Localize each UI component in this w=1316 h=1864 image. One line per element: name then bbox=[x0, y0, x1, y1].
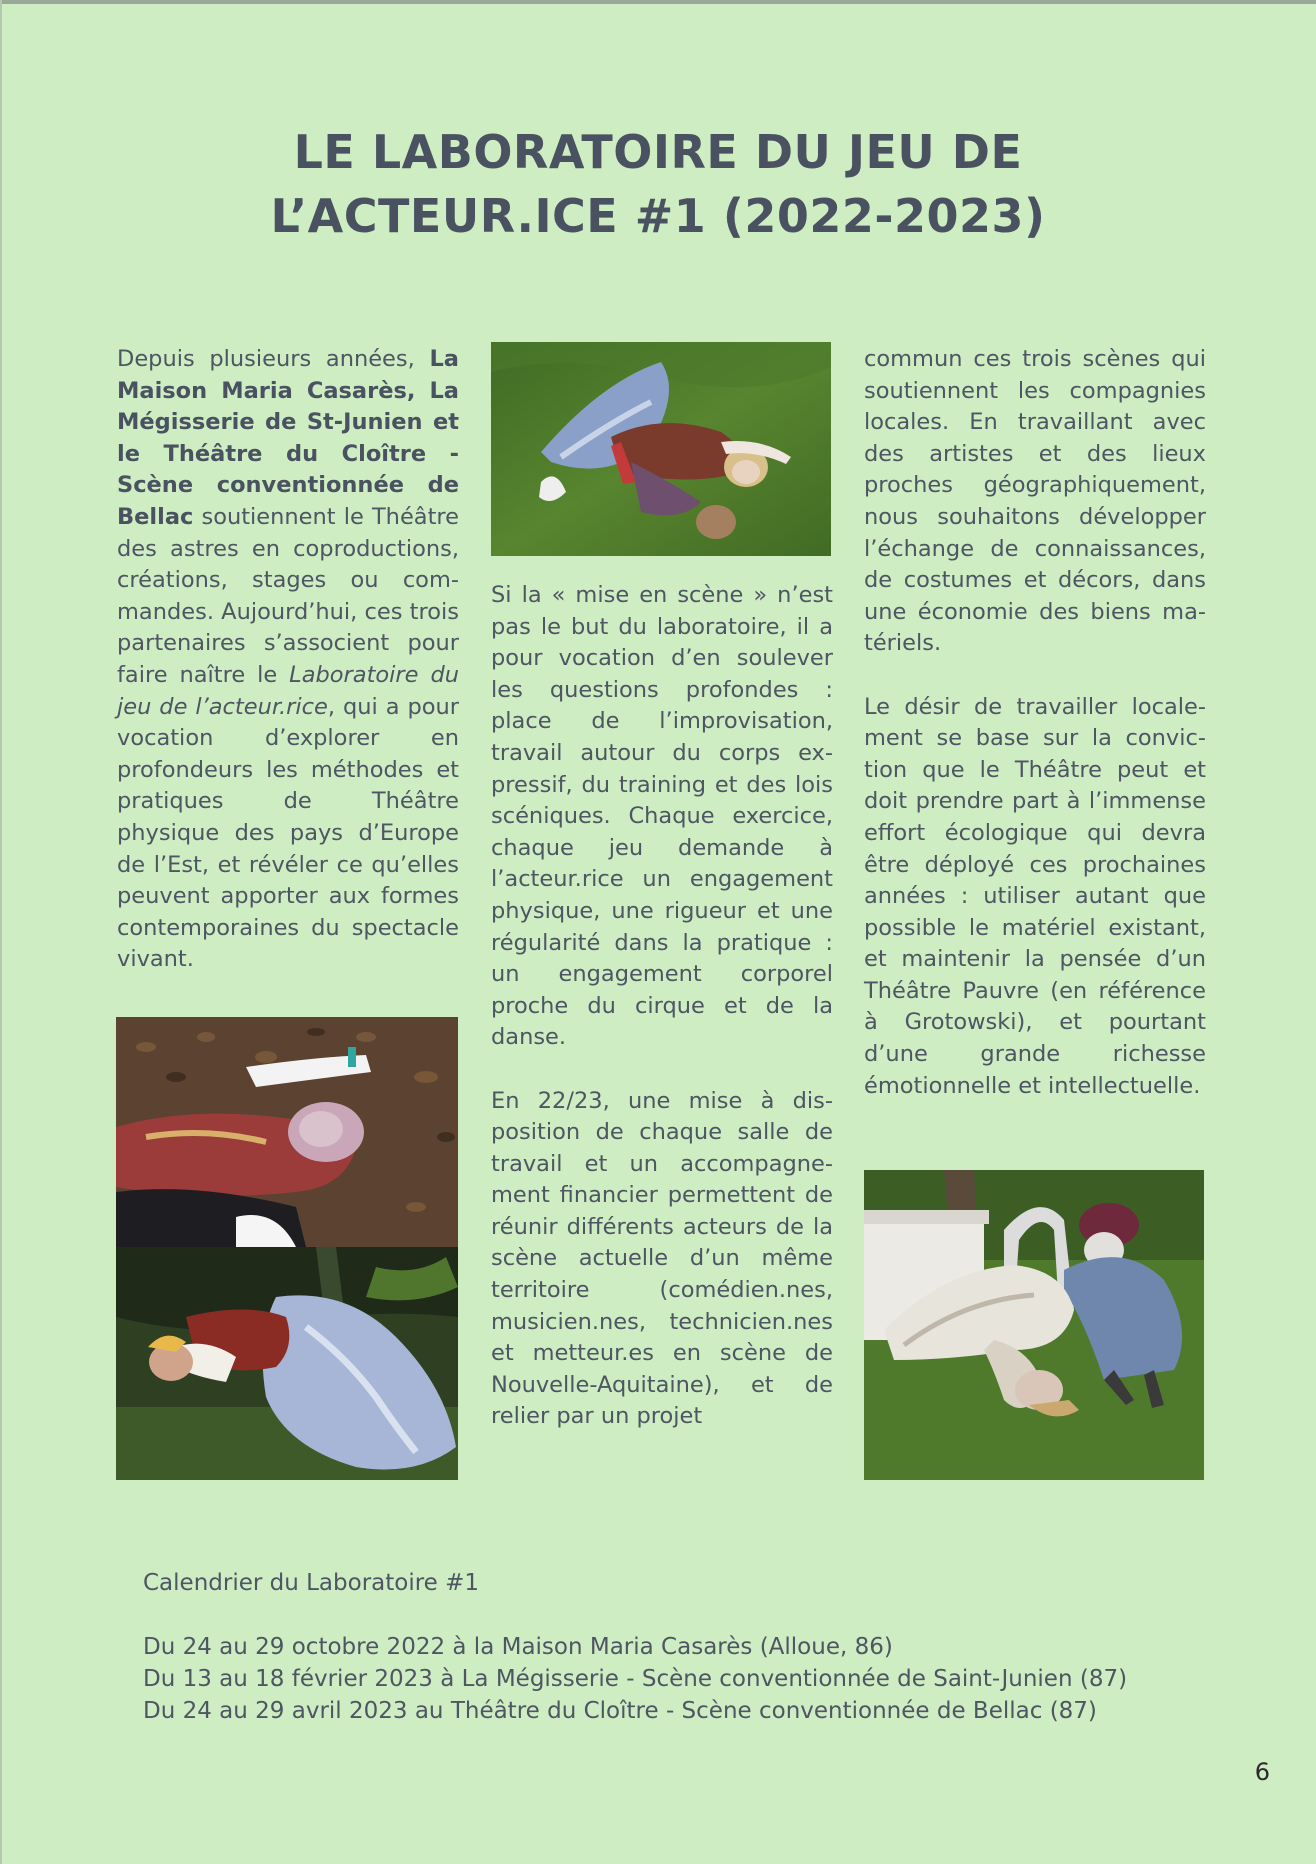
page-left-border bbox=[0, 0, 2, 1864]
page-number: 6 bbox=[1254, 1758, 1270, 1786]
column-2 bbox=[491, 580, 833, 1433]
intro-paragraph bbox=[117, 344, 459, 976]
page-title bbox=[0, 120, 1316, 248]
title-line-1: LE LABORATOIRE DU JEU DE bbox=[293, 125, 1023, 179]
photo-actor-in-leaves bbox=[116, 1017, 458, 1247]
calendar-date-3: Du 24 au 29 avril 2023 au Théâtre du Cloître - Scène conventionnée de Bellac (87) bbox=[143, 1698, 1097, 1724]
photo-actor-with-blue-fabric bbox=[116, 1247, 458, 1480]
page-top-border bbox=[0, 0, 1316, 4]
paragraph-partners-common: commun ces trois scènes qui soutiennent les compagnies locales. En travaillant avec des artistes et des lieux proches géographiquement, nous souhaitons développer l’échange de connaissances, de costumes et décors, dans une économie des biens matériels. bbox=[864, 346, 1206, 657]
calendar-heading: Calendrier du Laboratoire #1 bbox=[143, 1570, 480, 1596]
paragraph-mise-en-scene: Si la « mise en scène » n’est pas le but du laboratoire, il a pour vocation d’en soulever les questions profondes : place de l’improvisation, travail autour du corps expressif, du training et des lois scéniques. Chaque exercice, chaque jeu demande à l’acteur.rice un engagement physique, une rigueur et une régularité dans la pratique : un engagement corporel proche du cirque et de la danse. bbox=[491, 582, 833, 1051]
calendar-date-2: Du 13 au 18 février 2023 à La Mégisserie - Scène conventionnée de Saint-Junien (87) bbox=[143, 1666, 1128, 1692]
intro-text-1: soutiennent le Théâtre des astres en coproductions, créations, stages ou commandes. Aujourd’hui, ces trois partenaires s’associent pour faire naître le bbox=[117, 503, 459, 688]
title-line-2: L’ACTEUR.ICE #1 (2022-2023) bbox=[270, 189, 1046, 243]
calendar-date-1: Du 24 au 29 octobre 2022 à la Maison Maria Casarès (Alloue, 86) bbox=[143, 1634, 893, 1660]
laboratory-name: Laboratoire du jeu de l’acteur.rice bbox=[117, 661, 459, 720]
photo-actors-on-grass bbox=[491, 342, 831, 556]
photo-actors-in-garden bbox=[864, 1170, 1204, 1480]
intro-text-2: , qui a pour vocation d’explorer en profondeurs les méthodes et pratiques de Théâtre physique des pays d’Europe de l’Est, et révéler ce qu’elles peuvent apporter aux formes contemporaines du spectacle vivant. bbox=[117, 693, 460, 973]
partners-names: La Maison Maria Casarès, La Mégisserie de St-Junien et le Théâtre du Cloître - Scène conventionnée de Bellac bbox=[117, 346, 459, 530]
column-3 bbox=[864, 344, 1206, 1102]
paragraph-2022-2023: En 22/23, une mise à disposition de chaque salle de travail et un accompagnement financier permettent de réunir différents acteurs de la scène actuelle d’un même territoire (comédien.nes, musicien.nes, technicien.nes et metteur.es en scène de Nouvelle-Aquitaine), et de relier par un projet bbox=[491, 1087, 833, 1430]
intro-lead: Depuis plusieurs années, bbox=[117, 346, 430, 372]
paragraph-local-work: Le désir de travailler localement se base sur la conviction que le Théâtre peut et doit prendre part à l’immense effort écologique qui devra être déployé ces prochaines années : utiliser autant que possible le matériel existant, et maintenir la pensée d’un Théâtre Pauvre (en référence à Grotowski), et pourtant d’une grande richesse émotionnelle et intellectuelle. bbox=[864, 693, 1206, 1099]
column-1 bbox=[117, 344, 459, 976]
calendar-section bbox=[143, 1567, 1243, 1727]
